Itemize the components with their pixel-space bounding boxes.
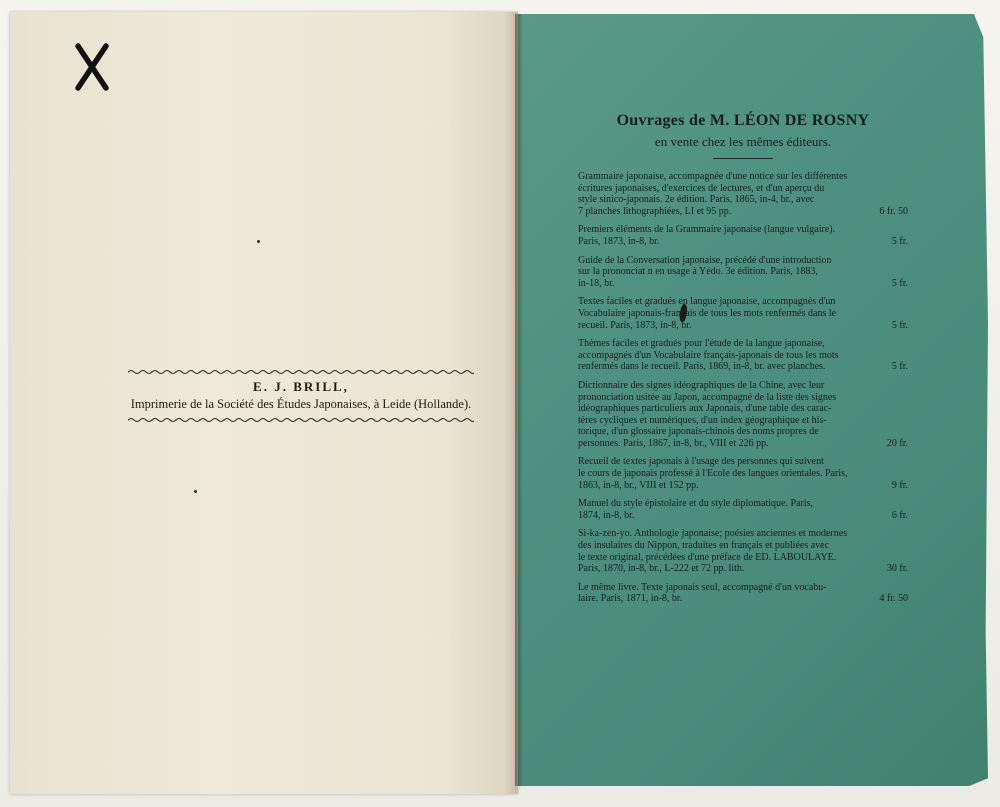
entry-line: style sinico-japonais. 2e édition. Paris, 1865, in-4, br., avec <box>578 194 815 206</box>
entry-publication: personnes. Paris, 1867, in-8, br., VIII et 226 pp. <box>578 437 769 449</box>
entry-publication: in-18, br. <box>578 277 615 289</box>
book-entry <box>578 380 908 450</box>
entry-line: Si-ka-zen-yo. Anthologie japonaise; poésies anciennes et modernes <box>578 528 848 540</box>
entry-line: des insulaires du Nippon, traduites en français et publiées avec <box>578 540 830 552</box>
entry-last-line <box>578 563 908 575</box>
book-entry <box>578 528 908 574</box>
book-entry <box>578 338 908 373</box>
book-entry <box>578 582 908 605</box>
book-entry <box>578 255 908 290</box>
entry-line: torique, d'un glossaire japonais-chinois des noms propres de <box>578 426 819 438</box>
entry-line: Grammaire japonaise, accompagnée d'une notice sur les différentes <box>578 171 848 182</box>
entry-last-line <box>578 206 908 218</box>
entry-line: Dictionnaire des signes idéographiques de la Chine, avec leur <box>578 379 825 391</box>
page-subtitle: en vente chez les mêmes éditeurs. <box>654 134 832 149</box>
paper-speck <box>194 490 197 493</box>
publisher-imprint <box>128 368 474 424</box>
entry-price: 9 fr. <box>891 479 908 491</box>
entry-line: Thèmes faciles et gradués pour l'étude de la langue japonaise, <box>578 338 825 350</box>
entry-price: 30 fr. <box>886 563 908 575</box>
book-entry <box>578 456 908 491</box>
entry-line: écritures japonaises, d'exercices de lectures, et d'un aperçu du <box>578 182 825 194</box>
entry-last-line <box>578 236 908 248</box>
spine-shadow <box>515 14 523 786</box>
entry-line: le cours de japonais professé à l'Ecole des langues orientales. Paris, <box>578 468 848 480</box>
entry-line: tères cycliques et numériques, d'un index géographique et his- <box>578 414 827 426</box>
entry-line: le texte original, précédées d'une préface de ED. LABOULAYE. <box>578 551 837 563</box>
entry-line: prononciation usitée au Japon, accompagné de la liste des signes <box>578 391 837 403</box>
entry-price: 4 fr. 50 <box>879 593 908 605</box>
left-page <box>10 12 518 794</box>
entry-line: Recueil de textes japonais à l'usage des personnes qui suivent <box>578 456 824 468</box>
entry-price: 5 fr. <box>891 361 908 373</box>
entry-publication: recueil. Paris, 1873, in-8, br. <box>578 319 692 331</box>
entry-price: 20 fr. <box>886 437 908 449</box>
page-title: Ouvrages de M. LÉON DE ROSNY <box>616 112 870 129</box>
entry-last-line <box>578 480 908 492</box>
book-list <box>578 112 908 612</box>
entry-line: Premiers éléments de la Grammaire japonaise (langue vulgaire). <box>578 224 836 236</box>
entry-last-line <box>578 593 908 605</box>
book-entry <box>578 224 908 247</box>
entry-line: sur la prononciat n en usage à Yédo. 3e édition. Paris, 1883, <box>578 266 818 278</box>
entry-last-line <box>578 278 908 290</box>
divider <box>713 158 773 159</box>
entry-line: Vocabulaire japonais-français de tous les mots renfermés dans le <box>578 307 837 319</box>
publisher-name: E. J. BRILL, <box>253 379 349 394</box>
entry-last-line <box>578 320 908 332</box>
entry-publication: 1863, in-8, br., VIII et 152 pp. <box>578 479 699 491</box>
entry-publication: Paris, 1870, in-8, br., L-222 et 72 pp. lith. <box>578 563 745 575</box>
paper-speck <box>257 240 260 243</box>
book-entry <box>578 498 908 521</box>
book-entry <box>578 171 908 217</box>
entry-publication: 1874, in-8, br. <box>578 509 635 521</box>
publisher-description: Imprimerie de la Société des Études Japonaises, à Leide (Hollande). <box>130 397 472 411</box>
entries-list <box>578 171 908 605</box>
entry-last-line <box>578 510 908 522</box>
entry-line: Textes faciles et gradués en langue japonaise, accompagnés d'un <box>578 296 836 308</box>
entry-price: 6 fr. 50 <box>879 205 908 217</box>
entry-line: Le même livre. Texte japonais seul, accompagné d'un vocabu- <box>578 581 827 593</box>
entry-last-line <box>578 361 908 373</box>
x-mark-icon <box>74 42 110 92</box>
entry-publication: renfermés dans le recueil. Paris, 1869, in-8, br. avec planches. <box>578 361 826 373</box>
book-entry <box>578 296 908 331</box>
entry-line: accompagnés d'un Vocabulaire français-japonais de tous les mots <box>578 349 839 361</box>
wavy-rule-bottom <box>128 416 474 424</box>
entry-price: 5 fr. <box>891 277 908 289</box>
entry-publication: laire. Paris, 1871, in-8, br. <box>578 593 683 605</box>
wavy-rule-top <box>128 368 474 376</box>
entry-last-line <box>578 438 908 450</box>
entry-line: Manuel du style épistolaire et du style diplomatique. Paris, <box>578 498 813 510</box>
entry-price: 5 fr. <box>891 235 908 247</box>
entry-publication: 7 planches lithographiées, LI et 95 pp. <box>578 205 732 217</box>
entry-price: 5 fr. <box>891 319 908 331</box>
entry-publication: Paris, 1873, in-8, br. <box>578 235 660 247</box>
entry-line: Guide de la Conversation japonaise, précédé d'une introduction <box>578 254 832 266</box>
entry-line: idéographiques particuliers aux Japonais, d'une table des carac- <box>578 403 832 415</box>
entry-price: 6 fr. <box>891 509 908 521</box>
